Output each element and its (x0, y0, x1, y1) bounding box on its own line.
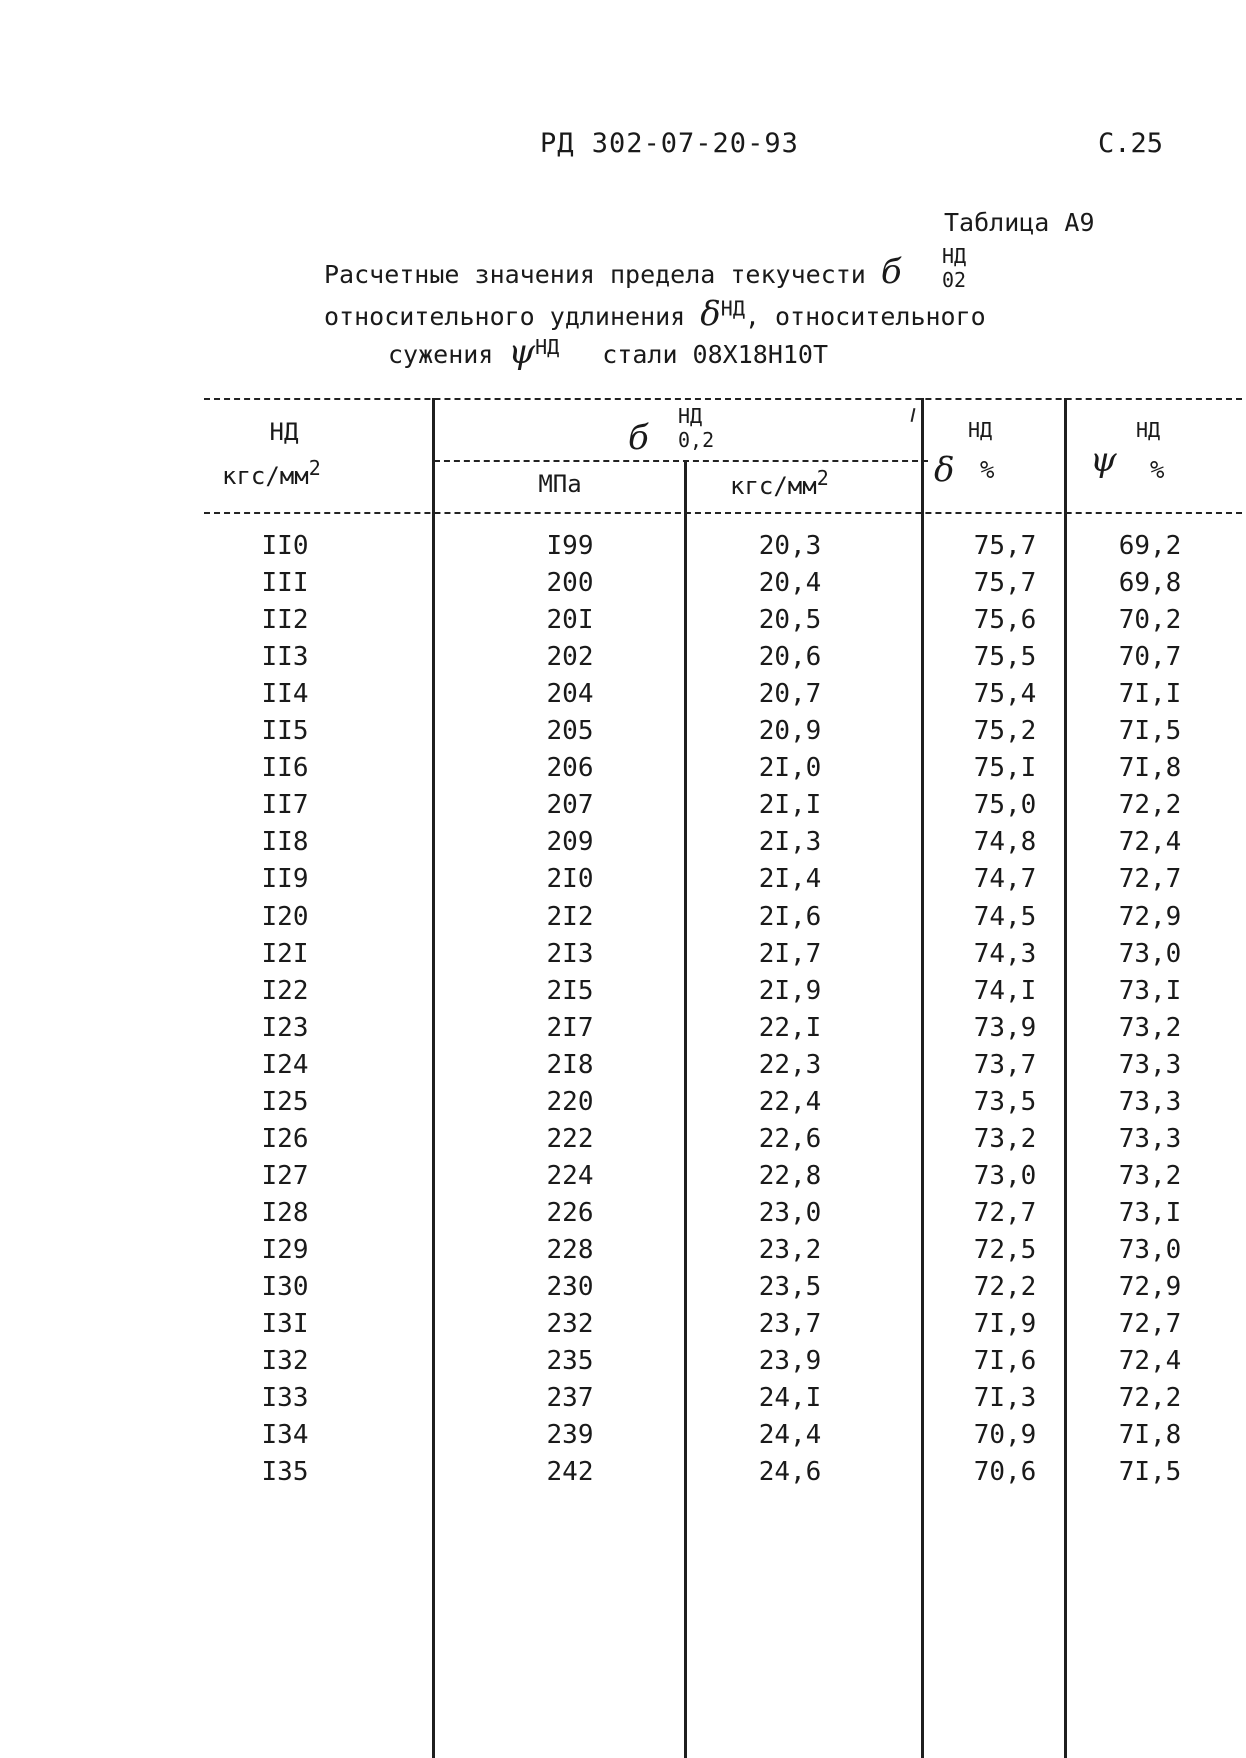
cell-mpa: 232 (546, 1309, 594, 1339)
cell-kgs: 23,0 (758, 1198, 822, 1228)
cell-nd: I28 (261, 1198, 309, 1228)
cell-psi: 70,7 (1118, 642, 1182, 672)
title-line-3-text-b: стали 08Х18Н10Т (602, 340, 829, 369)
title-line-2-text-a: относительного удлинения (324, 302, 686, 331)
cell-mpa: 239 (546, 1420, 594, 1450)
cell-nd: I35 (261, 1457, 309, 1487)
cell-kgs: 22,8 (758, 1161, 822, 1191)
cell-psi: 73,I (1118, 1198, 1182, 1228)
cell-delta: 72,7 (973, 1198, 1037, 1228)
title-line-2 (324, 294, 986, 334)
cell-mpa: 200 (546, 568, 594, 598)
delta-symbol: δ (700, 294, 721, 334)
cell-kgs: 20,4 (758, 568, 822, 598)
cell-delta: 75,6 (973, 605, 1037, 635)
cell-kgs: 20,9 (758, 716, 822, 746)
cell-nd: II5 (261, 716, 309, 746)
cell-nd: II8 (261, 827, 309, 857)
cell-delta: 73,5 (973, 1087, 1037, 1117)
cell-kgs: 23,9 (758, 1346, 822, 1376)
title-line-3 (388, 332, 828, 372)
cell-delta: 72,5 (973, 1235, 1037, 1265)
cell-nd: I2I (261, 939, 309, 969)
cell-psi: 72,4 (1118, 1346, 1182, 1376)
header-sigma-symbol: б (628, 418, 649, 458)
column-divider-2 (684, 462, 687, 1758)
header-psi-unit: % (1150, 456, 1165, 484)
cell-delta: 74,5 (973, 902, 1037, 932)
cell-kgs: 24,6 (758, 1457, 822, 1487)
cell-nd: I27 (261, 1161, 309, 1191)
cell-nd: II7 (261, 790, 309, 820)
title-line-1-superscript: НД (942, 244, 967, 268)
cell-nd: II4 (261, 679, 309, 709)
cell-psi: 72,7 (1118, 864, 1182, 894)
cell-psi: 7I,5 (1118, 716, 1182, 746)
cell-delta: 75,7 (973, 531, 1037, 561)
cell-psi: 73,2 (1118, 1161, 1182, 1191)
cell-psi: 7I,8 (1118, 753, 1182, 783)
cell-psi: 73,0 (1118, 1235, 1182, 1265)
cell-delta: 7I,3 (973, 1383, 1037, 1413)
cell-nd: III (261, 568, 309, 598)
cell-psi: 69,8 (1118, 568, 1182, 598)
cell-delta: 7I,9 (973, 1309, 1037, 1339)
cell-kgs: 2I,4 (758, 864, 822, 894)
cell-psi: 72,2 (1118, 1383, 1182, 1413)
cell-nd: II2 (261, 605, 309, 635)
header-psi-symbol: ψ (1090, 440, 1117, 480)
header-nd-unit-text: кгс/мм (222, 462, 309, 490)
cell-mpa: 222 (546, 1124, 594, 1154)
header-kgs-exp: 2 (816, 466, 829, 490)
cell-kgs: 24,4 (758, 1420, 822, 1450)
sigma-symbol: б (880, 252, 902, 292)
cell-delta: 74,3 (973, 939, 1037, 969)
header-sigma-superscript: НД (678, 404, 703, 428)
title-line-3-text-a: сужения (388, 340, 494, 369)
cell-psi: 73,I (1118, 976, 1182, 1006)
cell-kgs: 22,6 (758, 1124, 822, 1154)
title-line-1 (324, 252, 902, 292)
cell-psi: 72,7 (1118, 1309, 1182, 1339)
cell-kgs: 2I,I (758, 790, 822, 820)
cell-nd: I34 (261, 1420, 309, 1450)
cell-delta: 74,7 (973, 864, 1037, 894)
cell-kgs: 22,I (758, 1013, 822, 1043)
cell-mpa: 2I5 (546, 976, 594, 1006)
cell-mpa: 2I8 (546, 1050, 594, 1080)
title-line-2-superscript: НД (720, 296, 745, 321)
cell-delta: 70,9 (973, 1420, 1037, 1450)
header-mpa: МПа (538, 470, 582, 498)
title-line-1-subscript: 02 (942, 268, 967, 292)
cell-mpa: 2I3 (546, 939, 594, 969)
cell-nd: II9 (261, 864, 309, 894)
cell-psi: 72,4 (1118, 827, 1182, 857)
cell-kgs: 2I,7 (758, 939, 822, 969)
cell-nd: I24 (261, 1050, 309, 1080)
cell-kgs: 22,3 (758, 1050, 822, 1080)
cell-mpa: 228 (546, 1235, 594, 1265)
table-label: Таблица А9 (944, 208, 1095, 237)
cell-mpa: 207 (546, 790, 594, 820)
cell-delta: 74,I (973, 976, 1037, 1006)
header-nd: НД (269, 418, 299, 446)
cell-nd: I32 (261, 1346, 309, 1376)
cell-kgs: 20,3 (758, 531, 822, 561)
header-nd-unit-exp: 2 (308, 456, 321, 480)
cell-delta: 75,5 (973, 642, 1037, 672)
cell-kgs: 2I,9 (758, 976, 822, 1006)
cell-psi: 72,9 (1118, 1272, 1182, 1302)
cell-nd: I29 (261, 1235, 309, 1265)
cell-delta: 73,2 (973, 1124, 1037, 1154)
cell-mpa: 205 (546, 716, 594, 746)
cell-psi: 73,0 (1118, 939, 1182, 969)
sigma-subheader-rule (434, 460, 928, 462)
cell-kgs: 22,4 (758, 1087, 822, 1117)
cell-mpa: 226 (546, 1198, 594, 1228)
cell-psi: 73,3 (1118, 1124, 1182, 1154)
cell-psi: 72,9 (1118, 902, 1182, 932)
cell-delta: 75,4 (973, 679, 1037, 709)
cell-psi: 73,3 (1118, 1087, 1182, 1117)
header-psi-superscript: НД (1136, 418, 1161, 442)
cell-kgs: 2I,0 (758, 753, 822, 783)
cell-kgs: 23,5 (758, 1272, 822, 1302)
cell-nd: I23 (261, 1013, 309, 1043)
cell-psi: 7I,I (1118, 679, 1182, 709)
cell-delta: 75,7 (973, 568, 1037, 598)
cell-nd: II3 (261, 642, 309, 672)
cell-delta: 73,0 (973, 1161, 1037, 1191)
cell-mpa: 209 (546, 827, 594, 857)
header-kgs-text: кгс/мм (730, 472, 817, 500)
cell-mpa: 237 (546, 1383, 594, 1413)
header-nd-unit (222, 456, 372, 490)
header-tick-mark (911, 408, 916, 422)
cell-psi: 69,2 (1118, 531, 1182, 561)
cell-nd: I22 (261, 976, 309, 1006)
column-divider-1 (432, 398, 435, 1758)
cell-psi: 70,2 (1118, 605, 1182, 635)
cell-kgs: 20,6 (758, 642, 822, 672)
header-delta-unit: % (980, 456, 995, 484)
cell-delta: 75,I (973, 753, 1037, 783)
cell-mpa: 2I0 (546, 864, 594, 894)
cell-psi: 7I,8 (1118, 1420, 1182, 1450)
header-delta-superscript: НД (968, 418, 993, 442)
title-line-2-text-b: , относительного (744, 302, 986, 331)
psi-symbol: ψ (508, 332, 536, 372)
cell-nd: II0 (261, 531, 309, 561)
cell-mpa: 220 (546, 1087, 594, 1117)
cell-mpa: 235 (546, 1346, 594, 1376)
cell-nd: I30 (261, 1272, 309, 1302)
cell-psi: 73,2 (1118, 1013, 1182, 1043)
title-line-1-text: Расчетные значения предела текучести (324, 260, 866, 289)
cell-delta: 7I,6 (973, 1346, 1037, 1376)
cell-kgs: 24,I (758, 1383, 822, 1413)
cell-psi: 73,3 (1118, 1050, 1182, 1080)
title-line-3-superscript: НД (535, 334, 560, 359)
document-code: РД 302-07-20-93 (540, 128, 799, 159)
cell-nd: I33 (261, 1383, 309, 1413)
cell-nd: I25 (261, 1087, 309, 1117)
cell-delta: 75,0 (973, 790, 1037, 820)
cell-delta: 74,8 (973, 827, 1037, 857)
cell-kgs: 20,7 (758, 679, 822, 709)
cell-mpa: 206 (546, 753, 594, 783)
cell-nd: II6 (261, 753, 309, 783)
header-kgs (730, 466, 880, 500)
column-divider-3 (921, 398, 924, 1758)
cell-mpa: 204 (546, 679, 594, 709)
cell-delta: 75,2 (973, 716, 1037, 746)
cell-mpa: 242 (546, 1457, 594, 1487)
cell-nd: I20 (261, 902, 309, 932)
cell-delta: 72,2 (973, 1272, 1037, 1302)
cell-delta: 73,7 (973, 1050, 1037, 1080)
table-top-rule (204, 398, 1242, 400)
header-delta-symbol: δ (934, 450, 955, 490)
cell-mpa: 202 (546, 642, 594, 672)
cell-mpa: 224 (546, 1161, 594, 1191)
cell-mpa: 2I2 (546, 902, 594, 932)
cell-nd: I26 (261, 1124, 309, 1154)
cell-kgs: 23,7 (758, 1309, 822, 1339)
cell-mpa: I99 (546, 531, 594, 561)
cell-mpa: 2I7 (546, 1013, 594, 1043)
cell-mpa: 20I (546, 605, 594, 635)
cell-mpa: 230 (546, 1272, 594, 1302)
cell-delta: 70,6 (973, 1457, 1037, 1487)
cell-kgs: 2I,3 (758, 827, 822, 857)
header-sigma-subscript: 0,2 (678, 428, 715, 452)
cell-psi: 72,2 (1118, 790, 1182, 820)
cell-delta: 73,9 (973, 1013, 1037, 1043)
cell-kgs: 2I,6 (758, 902, 822, 932)
cell-kgs: 23,2 (758, 1235, 822, 1265)
cell-nd: I3I (261, 1309, 309, 1339)
page-number: С.25 (1098, 128, 1164, 159)
cell-kgs: 20,5 (758, 605, 822, 635)
cell-psi: 7I,5 (1118, 1457, 1182, 1487)
header-bottom-rule (204, 512, 1242, 514)
